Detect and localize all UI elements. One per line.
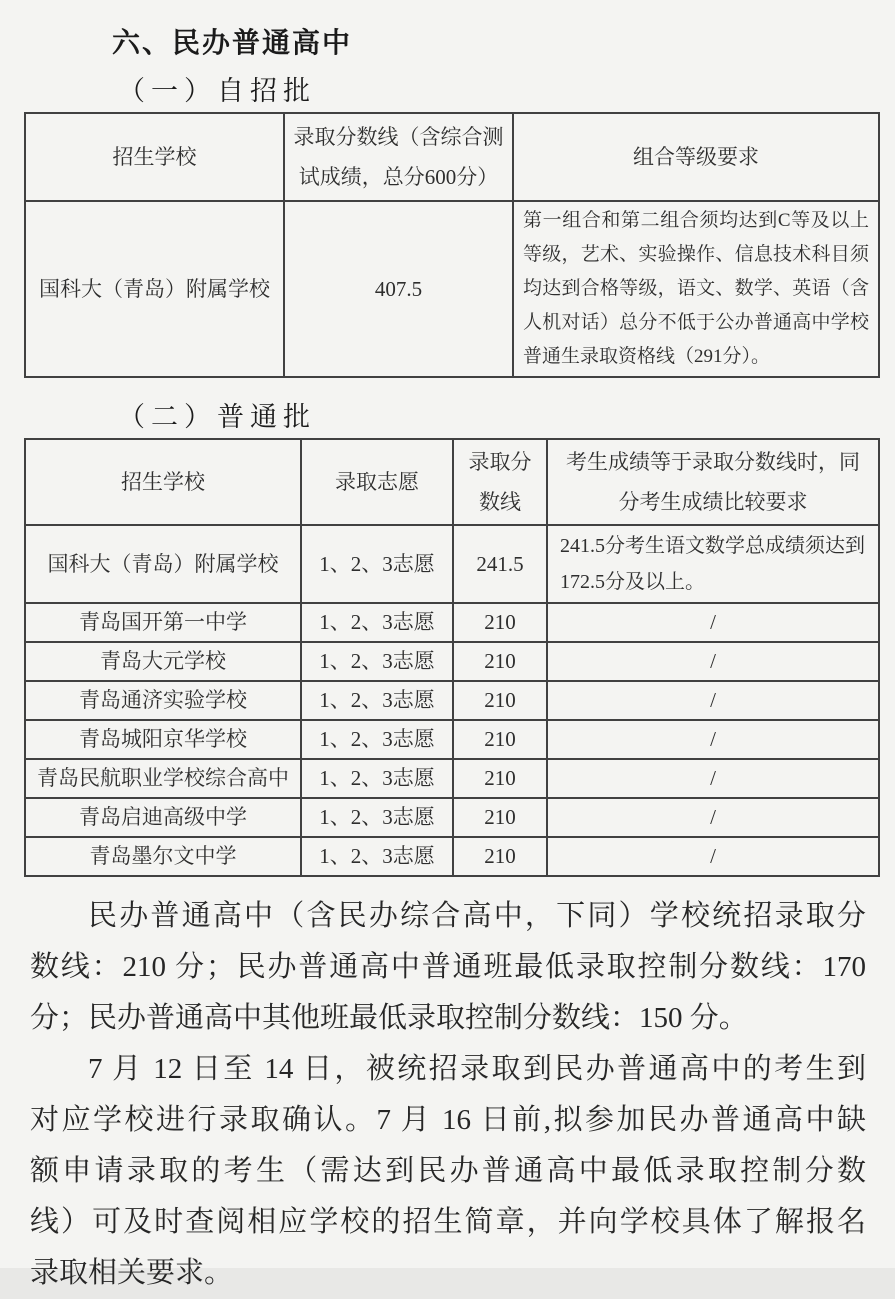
score-cell: 210 [453, 798, 547, 837]
school-cell: 青岛民航职业学校综合高中 [25, 759, 301, 798]
header-school: 招生学校 [25, 113, 284, 201]
choice-cell: 1、2、3志愿 [301, 837, 453, 876]
score-cell: 210 [453, 642, 547, 681]
table-row [25, 720, 879, 759]
paragraph-line: 录取相关要求。 [30, 1257, 234, 1289]
score-cell: 407.5 [284, 201, 513, 377]
score-cell: 210 [453, 681, 547, 720]
choice-cell: 1、2、3志愿 [301, 759, 453, 798]
table-row [25, 201, 879, 377]
self-table-header-row [25, 113, 879, 201]
school-cell: 国科大（青岛）附属学校 [25, 201, 284, 377]
choice-cell: 1、2、3志愿 [301, 720, 453, 759]
score-cell: 210 [453, 837, 547, 876]
choice-cell: 1、2、3志愿 [301, 798, 453, 837]
regular-batch-table [24, 438, 880, 877]
choice-cell: 1、2、3志愿 [301, 525, 453, 603]
choice-cell: 1、2、3志愿 [301, 603, 453, 642]
table-row [25, 681, 879, 720]
note-cell: / [547, 798, 879, 837]
header-combination-requirement: 组合等级要求 [513, 113, 879, 201]
header-choice: 录取志愿 [301, 439, 453, 525]
score-cell: 241.5 [453, 525, 547, 603]
page-title: 六、民办普通高中 [112, 27, 353, 58]
score-cell: 210 [453, 720, 547, 759]
paragraph-line: 额申请录取的考生（需达到民办普通高中最低录取控制分数 [30, 1155, 866, 1187]
note-cell: 241.5分考生语文数学总成绩须达到172.5分及以上。 [547, 525, 879, 603]
school-cell: 青岛启迪高级中学 [25, 798, 301, 837]
section-self-heading: （一）自招批 [118, 76, 316, 106]
table-row [25, 837, 879, 876]
header-score-line: 录取分数线 [453, 439, 547, 525]
note-cell: / [547, 642, 879, 681]
section-regular-heading: （二）普通批 [118, 402, 316, 432]
school-cell: 青岛大元学校 [25, 642, 301, 681]
choice-cell: 1、2、3志愿 [301, 642, 453, 681]
header-school: 招生学校 [25, 439, 301, 525]
note-cell: / [547, 681, 879, 720]
school-cell: 青岛通济实验学校 [25, 681, 301, 720]
table-row [25, 642, 879, 681]
paragraph-line: 民办普通高中（含民办综合高中，下同）学校统招录取分 [88, 900, 866, 932]
note-cell: / [547, 837, 879, 876]
table-row [25, 603, 879, 642]
school-cell: 青岛墨尔文中学 [25, 837, 301, 876]
school-cell: 青岛国开第一中学 [25, 603, 301, 642]
score-cell: 210 [453, 759, 547, 798]
paragraph-line: 7 月 12 日至 14 日，被统招录取到民办普通高中的考生到 [88, 1053, 866, 1085]
self-batch-table [24, 112, 880, 378]
score-cell: 210 [453, 603, 547, 642]
note-cell: / [547, 759, 879, 798]
paragraph-line: 线）可及时查阅相应学校的招生简章，并向学校具体了解报名 [30, 1206, 866, 1238]
note-cell: / [547, 720, 879, 759]
paragraph-line: 对应学校进行录取确认。7 月 16 日前,拟参加民办普通高中缺 [30, 1104, 866, 1136]
choice-cell: 1、2、3志愿 [301, 681, 453, 720]
requirement-cell: 第一组合和第二组合须均达到C等及以上等级，艺术、实验操作、信息技术科目须均达到合格等级，语文、数学、英语（含人机对话）总分不低于公办普通高中学校普通生录取资格线（291分）。 [513, 201, 879, 377]
school-cell: 青岛城阳京华学校 [25, 720, 301, 759]
table-row [25, 798, 879, 837]
header-score-line: 录取分数线（含综合测试成绩，总分600分） [284, 113, 513, 201]
school-cell: 国科大（青岛）附属学校 [25, 525, 301, 603]
body-text [30, 891, 866, 1299]
regular-table-header-row [25, 439, 879, 525]
paragraph-line: 数线：210 分；民办普通高中普通班最低录取控制分数线：170 [30, 951, 866, 983]
table-row [25, 759, 879, 798]
header-tie-break-rule: 考生成绩等于录取分数线时，同分考生成绩比较要求 [547, 439, 879, 525]
table-row [25, 525, 879, 603]
note-cell: / [547, 603, 879, 642]
paragraph-line: 分；民办普通高中其他班最低录取控制分数线：150 分。 [30, 1002, 748, 1034]
